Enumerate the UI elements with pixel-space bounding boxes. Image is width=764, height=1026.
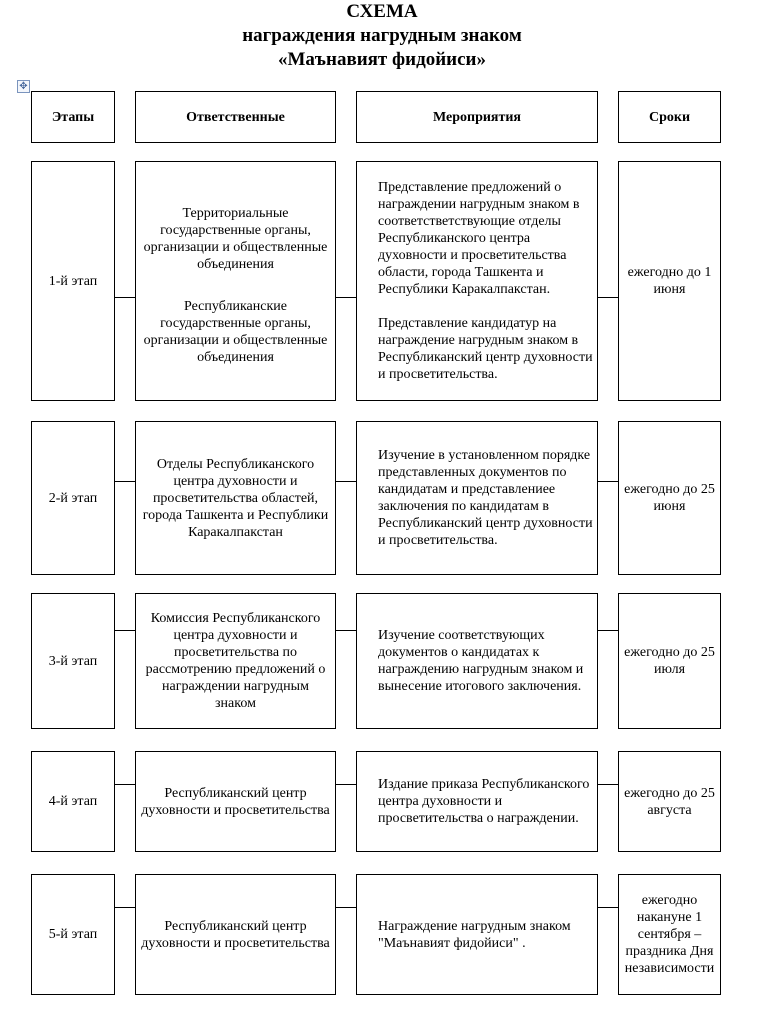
stage-label-5: 5-й этап bbox=[48, 927, 98, 942]
connector-2a bbox=[115, 481, 135, 482]
stage-label-2: 2-й этап bbox=[48, 490, 98, 506]
connector-2b bbox=[336, 481, 356, 482]
connector-4a bbox=[115, 784, 135, 785]
responsible-1a: Территориальные государственные органы, организации и обществленные объединения bbox=[143, 205, 328, 272]
activity-box-5 bbox=[356, 874, 598, 995]
activity-5: Награждение нагрудным знаком "Маънавият фидойиси" . bbox=[378, 918, 571, 951]
deadline-2: ежегодно до 25 июня bbox=[624, 482, 715, 514]
deadline-5: ежегодно накануне 1 сентября – праздника Дня независимости bbox=[624, 893, 715, 976]
diagram-title bbox=[0, 0, 764, 72]
responsible-5: Республиканский центр духовности и просветительства bbox=[141, 918, 330, 951]
connector-5a bbox=[115, 907, 135, 908]
header-activities-label: Мероприятия bbox=[432, 109, 522, 125]
responsible-box-4 bbox=[135, 751, 336, 852]
stage-label-4: 4-й этап bbox=[48, 794, 98, 809]
connector-3b bbox=[336, 630, 356, 631]
activity-box-2 bbox=[356, 421, 598, 575]
stage-box-3 bbox=[31, 593, 115, 729]
activity-1b: Представление кандидатур на награждение нагрудным знаком в Республиканский центр духовности и просветительства. bbox=[378, 316, 593, 382]
activity-box-1 bbox=[356, 161, 598, 401]
stage-box-2 bbox=[31, 421, 115, 575]
responsible-box-5 bbox=[135, 874, 336, 995]
activity-1a: Представление предложений о награждении нагрудным знаком в соответстветствующие отделы Республиканского центра духовности и просветительства области, города Ташкента и Республики Каракалпакстан. bbox=[378, 180, 580, 297]
move-anchor-icon[interactable]: ✥ bbox=[17, 80, 30, 93]
connector-3a bbox=[115, 630, 135, 631]
connector-3c bbox=[598, 630, 618, 631]
connector-5b bbox=[336, 907, 356, 908]
header-deadlines bbox=[618, 91, 721, 143]
stage-box-1 bbox=[31, 161, 115, 401]
deadline-1: ежегодно до 1 июня bbox=[627, 265, 712, 297]
responsible-2: Отделы Республиканского центра духовности и просветительства областей, города Ташкента и Республики Каракалпакстан bbox=[142, 456, 329, 540]
header-responsible bbox=[135, 91, 336, 143]
connector-4c bbox=[598, 784, 618, 785]
responsible-1b: Республиканские государственные органы, организации и обществленные объединения bbox=[143, 298, 328, 365]
activity-3: Изучение соответствующих документов о кандидатах к награждению нагрудным знаком и вынесение итогового заключения. bbox=[378, 628, 584, 694]
title-line-2: награждения нагрудным знаком bbox=[242, 25, 522, 46]
deadline-box-4 bbox=[618, 751, 721, 852]
header-responsible-label: Ответственные bbox=[186, 109, 285, 125]
deadline-3: ежегодно до 25 июля bbox=[624, 645, 715, 677]
stage-label-3: 3-й этап bbox=[48, 653, 98, 669]
activity-box-3 bbox=[356, 593, 598, 729]
connector-4b bbox=[336, 784, 356, 785]
stage-box-4 bbox=[31, 751, 115, 852]
header-stages-label: Этапы bbox=[51, 109, 95, 125]
activity-box-4 bbox=[356, 751, 598, 852]
title-line-1: СХЕМА bbox=[346, 1, 418, 22]
activity-4: Издание приказа Республиканского центра духовности и просветительства о награждении. bbox=[378, 777, 590, 826]
header-activities bbox=[356, 91, 598, 143]
activity-2: Изучение в установленном порядке представленных документов по кандидатам и представлениее заключения по кандидатам в Республиканский центр духовности и просветительства. bbox=[378, 448, 593, 548]
connector-5c bbox=[598, 907, 618, 908]
title-line-3: «Маънавият фидойиси» bbox=[277, 49, 486, 70]
deadline-box-2 bbox=[618, 421, 721, 575]
deadline-box-5 bbox=[618, 874, 721, 995]
stage-label-1: 1-й этап bbox=[48, 273, 98, 289]
responsible-box-2 bbox=[135, 421, 336, 575]
connector-2c bbox=[598, 481, 618, 482]
responsible-3: Комиссия Республиканского центра духовности и просветительства по рассмотрению предложений о награждении нагрудным знаком bbox=[145, 611, 326, 711]
stage-box-5 bbox=[31, 874, 115, 995]
deadline-box-1 bbox=[618, 161, 721, 401]
responsible-box-3 bbox=[135, 593, 336, 729]
responsible-box-1 bbox=[135, 161, 336, 401]
header-deadlines-label: Сроки bbox=[648, 109, 691, 125]
connector-1c bbox=[598, 297, 618, 298]
responsible-4: Республиканский центр духовности и просветительства bbox=[141, 785, 330, 818]
connector-1a bbox=[115, 297, 135, 298]
header-stages bbox=[31, 91, 115, 143]
connector-1b bbox=[336, 297, 356, 298]
deadline-box-3 bbox=[618, 593, 721, 729]
deadline-4: ежегодно до 25 августа bbox=[624, 785, 715, 818]
